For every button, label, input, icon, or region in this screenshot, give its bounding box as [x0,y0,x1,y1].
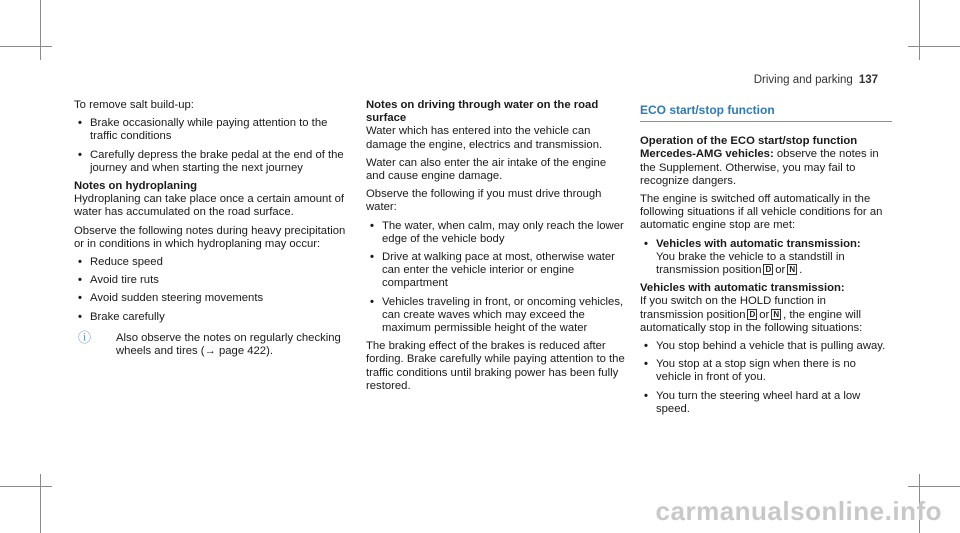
hydroplaning-observe: Observe the following notes during heavy precipitation or in conditions in which hydroplaning may occur: [74,224,346,250]
hydroplaning-list [74,256,356,324]
watermark: carmanualsonline.info [655,496,942,526]
list-item: • Carefully depress the brake pedal at the end of the journey and when starting the next journey [74,149,356,175]
list-item: • You stop behind a vehicle that is pulling away. [640,340,892,353]
list-item: • Vehicles traveling in front, or oncoming vehicles, can create waves which may exceed the maximum permissible height of the water [366,296,628,336]
section-name: Driving and parking [753,74,853,86]
water-text-3: Observe the following if you must drive through water: [366,188,602,214]
hydroplaning-heading: Notes on hydroplaning [74,180,198,193]
hold-text: If you switch on the HOLD function in transmission position D or N , the engine will automatically stop in the following situations: [640,295,863,334]
note-text: Also observe the notes on regularly checking wheels and tires (→ page 422). [116,331,341,358]
page-number: 137 [858,74,878,86]
salt-intro: To remove salt build-up: [74,99,194,111]
crop-mark [40,0,41,60]
water-heading: Notes on driving through water on the road surface [366,99,599,125]
column-left [74,99,356,358]
running-header [754,74,878,86]
list-item: • Avoid tire ruts [74,274,356,287]
eco-text-1: The engine is switched off automatically in the following situations if all vehicle conditions for an automatic engine stop are met: [640,193,883,232]
section-title: ECO start/stop function [640,104,892,122]
crop-mark [0,486,52,487]
hydroplaning-text: Hydroplaning can take place once a certain amount of water has accumulated on the road surface. [74,193,345,219]
auto-heading: Vehicles with automatic transmission: [640,282,845,295]
list-item: • The water, when calm, may only reach the lower edge of the vehicle body [366,220,628,246]
item-label: Vehicles with automatic transmission: [656,237,861,250]
water-text-2: Water can also enter the air intake of the engine and cause engine damage. [366,156,607,183]
amg-text: observe the notes in the Supplement. Otherwise, you may fail to recognize dangers. [640,148,879,187]
water-list [366,220,628,336]
crop-mark [919,0,920,60]
water-text-1: Water which has entered into the vehicle can damage the engine, electrics and transmission. [366,125,603,151]
column-middle [366,99,628,398]
salt-list [74,117,356,175]
gear-n-icon: N [773,309,780,319]
operation-heading: Operation of the ECO start/stop function [640,135,858,148]
info-icon: ⓘ [78,329,92,345]
list-item: • Brake carefully [74,311,356,324]
list-item: • Vehicles with automatic transmission: You brake the vehicle to a standstill in transmission position D or N . [640,238,892,278]
info-note [74,329,356,358]
list-item: • You stop at a stop sign when there is no vehicle in front of you. [640,358,892,384]
hold-list [640,340,892,416]
list-item: • Avoid sudden steering movements [74,292,356,305]
gear-d-icon: D [765,265,772,275]
gear-n-icon: N [789,265,796,275]
list-item: • You turn the steering wheel hard at a low speed. [640,390,892,416]
water-text-4: The braking effect of the brakes is reduced after fording. Brake carefully while paying attention to the traffic conditions until braking power has been fully restored. [366,340,625,392]
crop-mark [40,474,41,533]
list-item: • Brake occasionally while paying attention to the traffic conditions [74,117,356,143]
list-item: • Reduce speed [74,256,356,269]
amg-note [640,148,892,188]
crop-mark [908,486,960,487]
gear-d-icon: D [749,309,756,319]
amg-label: Mercedes-AMG vehicles: [640,148,774,161]
list-item: • Drive at walking pace at most, otherwise water can enter the vehicle interior or engine compartment [366,251,628,291]
eco-list [640,238,892,278]
crop-mark [0,46,52,47]
column-right [640,104,892,421]
crop-mark [908,46,960,47]
